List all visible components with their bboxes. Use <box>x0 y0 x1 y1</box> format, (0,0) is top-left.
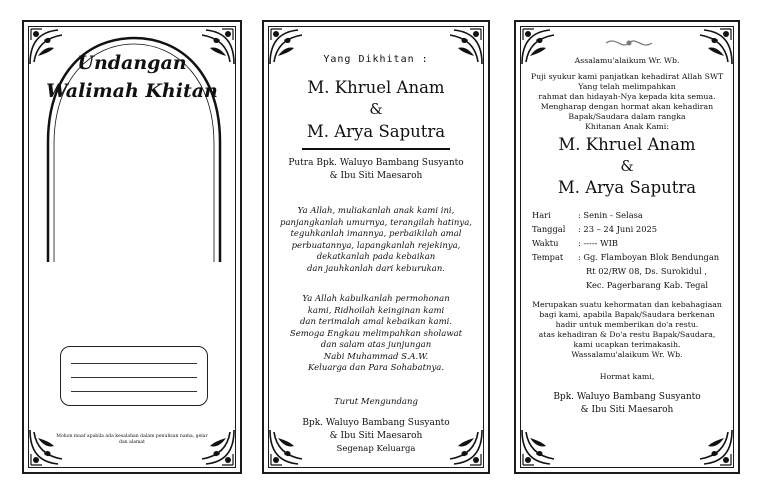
host-line-1: Bpk. Waluyo Bambang Susyanto <box>553 392 701 402</box>
detail-label: Waktu <box>532 238 559 248</box>
detail-tempat <box>532 252 719 262</box>
host-line-3: Segenap Keluarga <box>336 444 416 454</box>
prayer-line: teguhkanlah imannya, perbaikilah amal <box>290 229 462 239</box>
closing-line: bagi kami, apabila Bapak/Saudara berkenan <box>539 310 715 319</box>
prayer-line: Ya Allah kabulkanlah permohonan <box>302 294 450 304</box>
intro-line: Khitanan Anak Kami: <box>585 122 669 131</box>
child-name-2: M. Arya Saputra <box>557 178 697 197</box>
closing-line: atas kehadiran & Do'a restu Bapak/Saudara, <box>538 330 716 339</box>
host-line-2: & Ibu Siti Maesaroh <box>329 431 423 441</box>
intro-line: rahmat dan hidayah-Nya kepada kita semua. <box>538 92 716 101</box>
parents-line-2: & Ibu Siti Maesaroh <box>329 171 423 181</box>
recipient-name-box <box>60 346 208 406</box>
ornament-corner-icon <box>694 428 734 468</box>
ornament-flourish-icon <box>604 36 654 50</box>
detail-tempat-cont: Rt 02/RW 08, Ds. Surokidul , <box>586 266 708 276</box>
child-name-1: M. Khruel Anam <box>558 135 696 154</box>
detail-value: : 23 – 24 Juni 2025 <box>578 224 658 234</box>
cover-title-line2: Walimah Khitan <box>46 80 218 102</box>
turut-mengundang: Turut Mengundang <box>334 397 418 407</box>
intro-line: Puji syukur kami panjatkan kehadirat Allah SWT <box>530 72 724 81</box>
intro-line: Yang telah melimpahkan <box>578 82 676 91</box>
hormat-kami: Hormat kami, <box>599 372 655 381</box>
intro-line: Mengharap dengan hormat akan kehadiran <box>540 102 714 111</box>
detail-value: : Gg. Flamboyan Blok Bendungan <box>578 252 720 262</box>
prayer-line: Keluarga dan Para Sohabatnya. <box>307 363 445 373</box>
detail-waktu <box>532 238 618 248</box>
divider <box>302 148 450 150</box>
prayer-line: dan salam atas junjungan <box>320 340 432 350</box>
prayer-line: Semoga Engkau melimpahkan sholawat <box>289 328 463 339</box>
prayer-line: panjangkanlah umurnya, terangilah hatinya, <box>280 217 472 228</box>
detail-tanggal <box>532 224 657 234</box>
ampersand: & <box>369 100 383 118</box>
parents-line-1: Putra Bpk. Waluyo Bambang Susyanto <box>288 158 464 168</box>
intro-line: Bapak/Saudara dalam rangka <box>568 112 686 121</box>
closing-line: Wassalamu'alaikum Wr. Wb. <box>571 350 683 359</box>
closing-line: kami ucapkan terimakasih. <box>573 340 681 349</box>
child-name-1: M. Khruel Anam <box>307 78 445 97</box>
cover-title-line1: Undangan <box>77 52 187 74</box>
detail-hari <box>532 210 643 220</box>
prayer-line: kami, Ridhoilah keinginan kami <box>307 305 445 316</box>
prayer-line: Nabi Muhammad S.A.W. <box>323 351 429 362</box>
heading-yang-dikhitan: Yang Dikhitan : <box>323 54 429 65</box>
detail-label: Tanggal <box>532 224 566 234</box>
cover-panel <box>22 20 242 474</box>
detail-value: : Senin - Selasa <box>578 210 643 220</box>
invitation-panel <box>514 20 740 474</box>
greeting: Assalamu'alaikum Wr. Wb. <box>574 56 680 65</box>
ampersand: & <box>620 157 634 175</box>
detail-value: : ----- WIB <box>578 238 618 248</box>
prayer-line: dan terimalah amal kebaikan kami. <box>299 317 453 327</box>
host-line-1: Bpk. Waluyo Bambang Susyanto <box>302 418 450 428</box>
child-panel <box>262 20 490 474</box>
closing-line: hadir untuk memberikan do'a restu. <box>555 320 699 329</box>
detail-label: Tempat <box>532 252 564 262</box>
closing-line: Merupakan suatu kehormatan dan kebahagiaan <box>532 300 722 309</box>
prayer-line: perbuatannya, lapangkanlah rejekinya, <box>291 240 461 251</box>
detail-label: Hari <box>532 210 551 220</box>
ornament-corner-icon <box>520 428 560 468</box>
prayer-line: dan jauhkanlah dari keburukan. <box>306 263 445 274</box>
host-line-2: & Ibu Siti Maesaroh <box>580 405 674 415</box>
detail-tempat-cont: Kec. Pagerbarang Kab. Tegal <box>586 280 709 290</box>
prayer-line: Ya Allah, muliakanlah anak kami ini, <box>297 206 455 216</box>
cover-note: Mohon maaf apabila ada kesalahan dalam penulisan nama, gelar dan alamat <box>56 434 208 445</box>
prayer-line: dekatkanlah pada kebaikan <box>316 252 436 262</box>
child-name-2: M. Arya Saputra <box>306 122 446 141</box>
